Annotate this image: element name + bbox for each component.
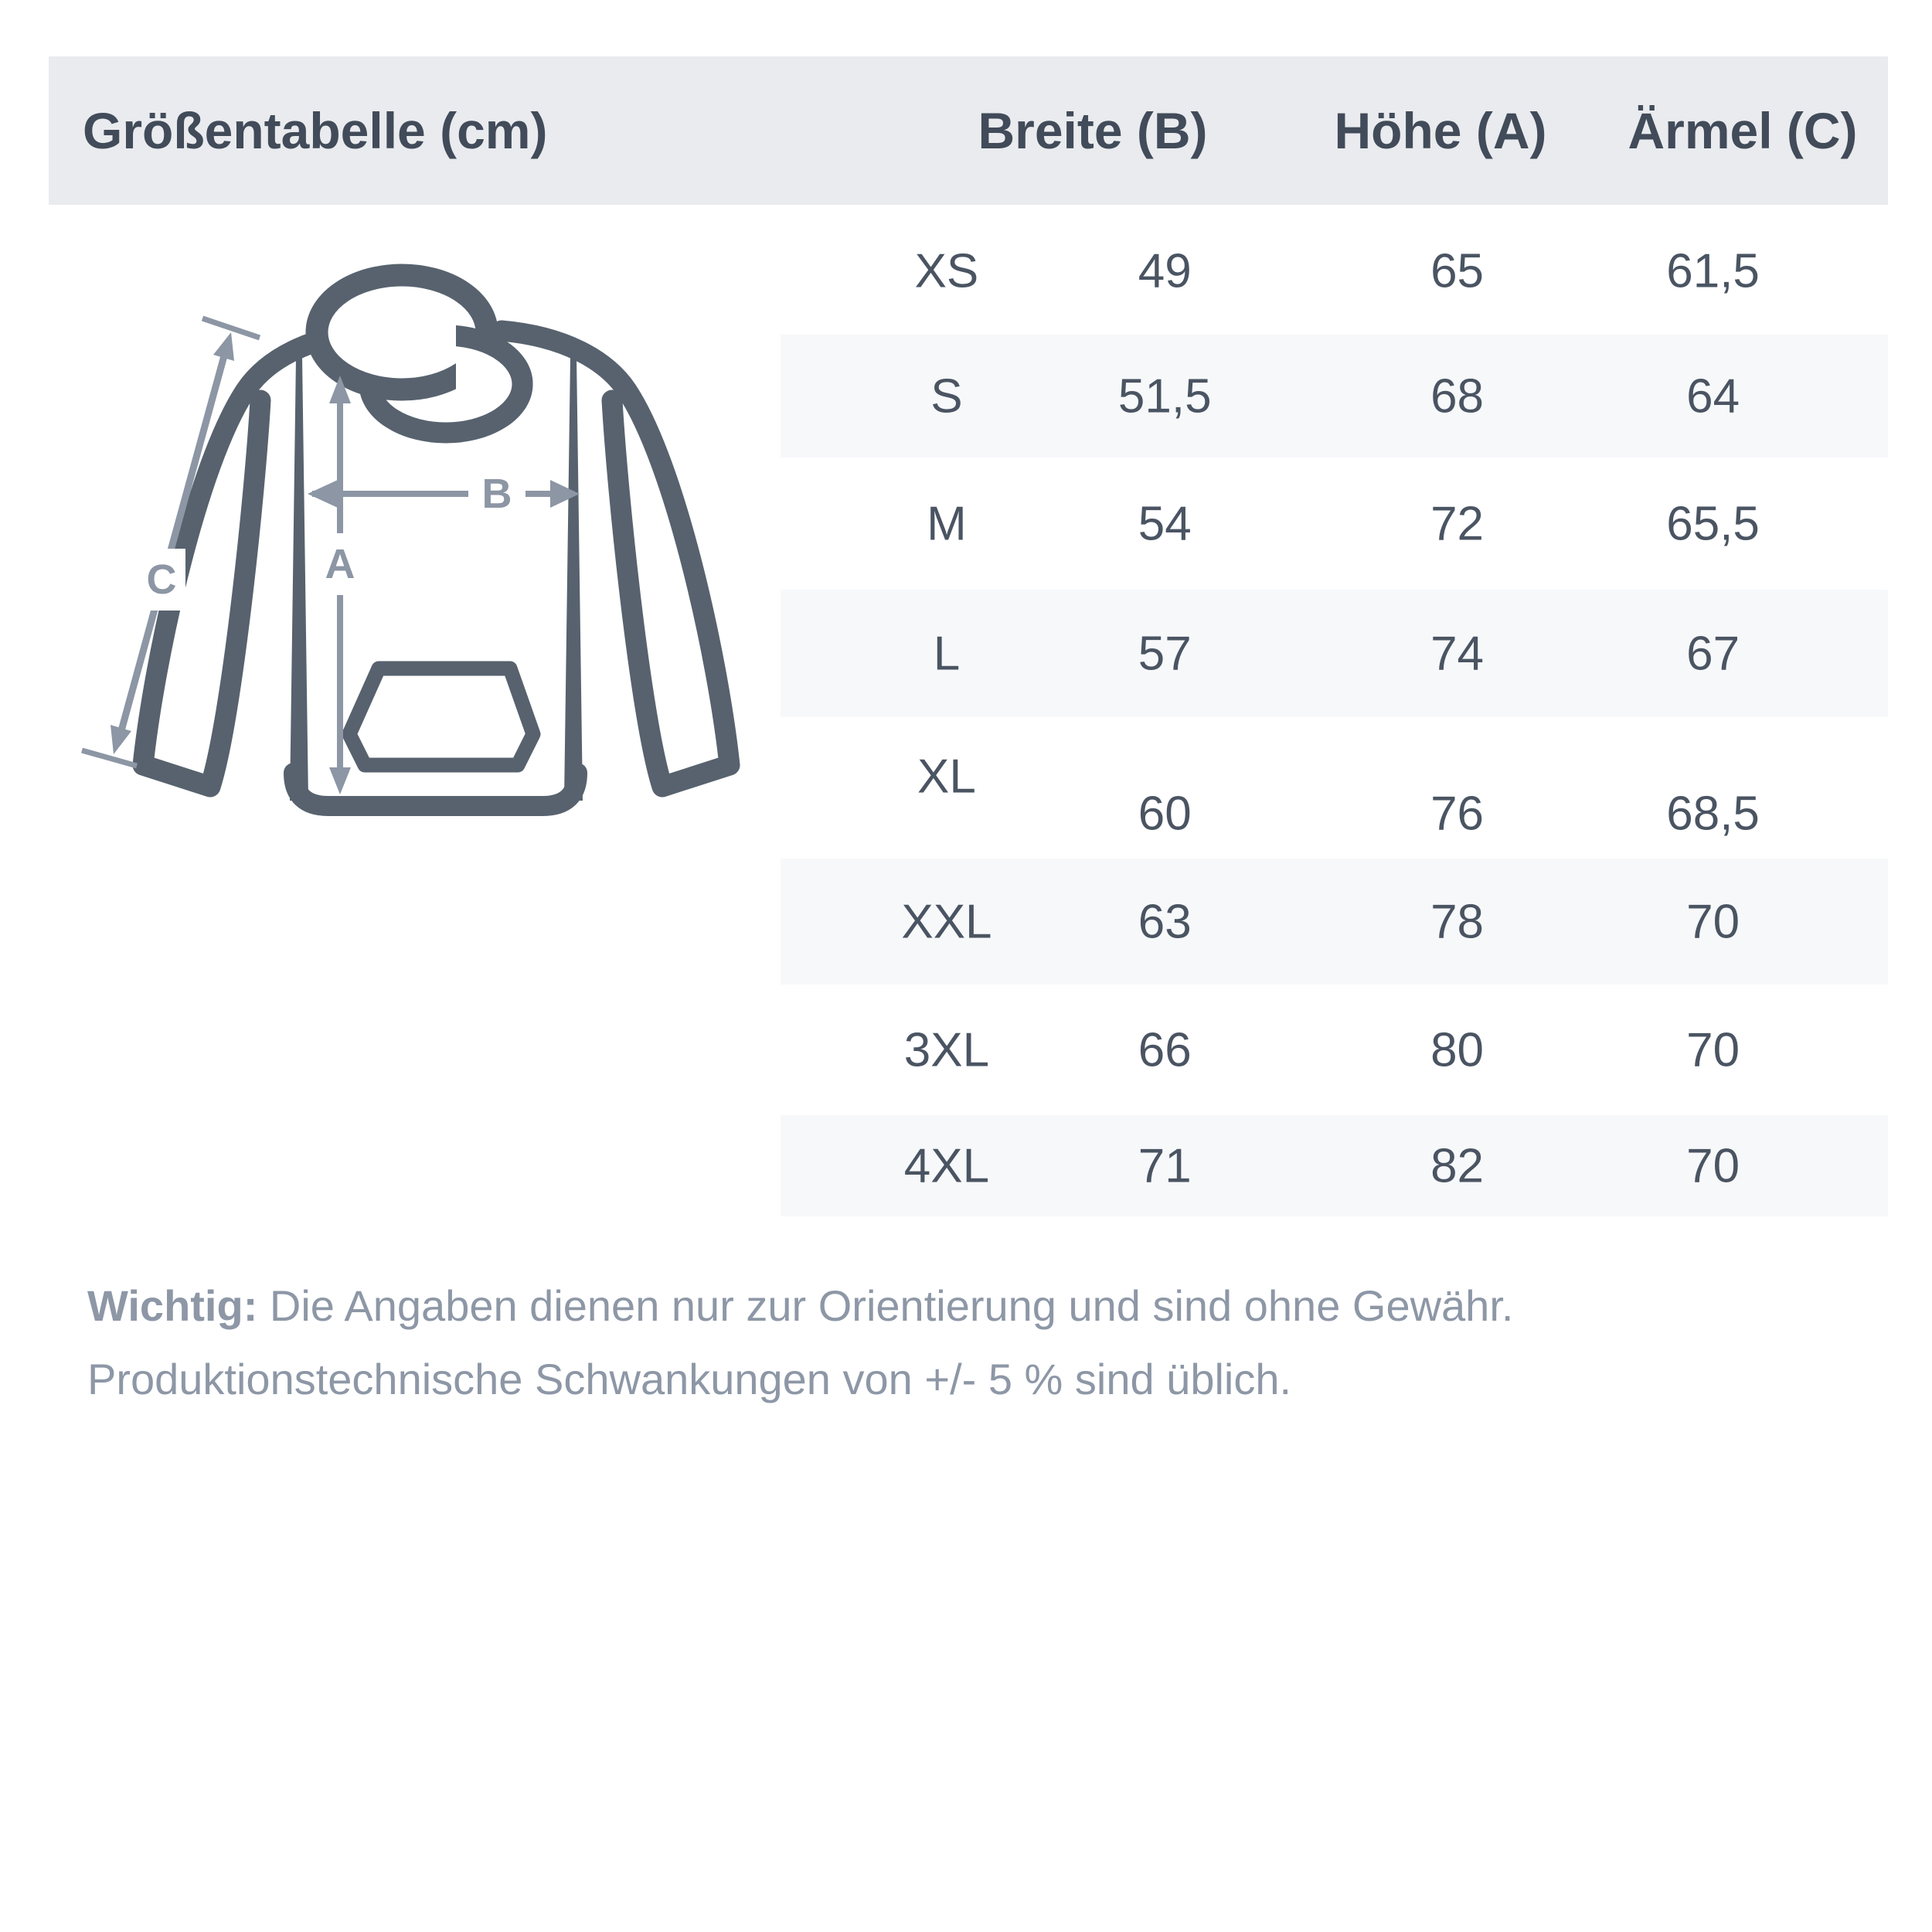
- disclaimer-line1: Die Angaben dienen nur zur Orientierung und sind ohne Gewähr.: [269, 1281, 1514, 1330]
- hoehe-value: 80: [1430, 1023, 1485, 1077]
- hoodie-measurement-diagram: [46, 255, 781, 866]
- aermel-value: 64: [1686, 369, 1740, 423]
- page-title: Größentabelle (cm): [83, 102, 548, 159]
- size-label: XXL: [901, 895, 992, 948]
- size-label: L: [933, 627, 961, 680]
- dimension-c-arrowhead-bottom: [111, 725, 131, 754]
- aermel-value: 67: [1686, 627, 1740, 680]
- hoodie-right-sleeve: [502, 331, 730, 787]
- table-row-xs: [781, 207, 1888, 335]
- breite-value: 51,5: [1117, 369, 1212, 423]
- size-label: 3XL: [903, 1023, 990, 1077]
- dimension-c-tick-bottom: [82, 750, 137, 766]
- table-header-bar: [49, 56, 1888, 205]
- hoodie-body-left-edge: [290, 357, 308, 801]
- size-label: S: [930, 369, 963, 423]
- table-row-xxl: [781, 859, 1888, 985]
- size-label: M: [927, 497, 967, 550]
- hoehe-value: 65: [1430, 244, 1485, 298]
- column-header-breite: Breite (B): [978, 102, 1208, 159]
- aermel-value: 61,5: [1666, 244, 1760, 298]
- table-row-m: [781, 457, 1888, 590]
- hoehe-value: 72: [1430, 497, 1485, 550]
- disclaimer-label: Wichtig:: [87, 1281, 258, 1330]
- hoodie-pocket: [349, 668, 533, 765]
- breite-value: 71: [1138, 1139, 1192, 1192]
- column-header-hoehe: Höhe (A): [1334, 102, 1547, 159]
- breite-value: 49: [1138, 244, 1192, 298]
- breite-value: 66: [1138, 1023, 1192, 1077]
- breite-value: 60: [1138, 787, 1192, 840]
- table-row-xl: [781, 717, 1888, 859]
- dimension-a-arrowhead-bottom: [329, 767, 351, 794]
- aermel-value: 70: [1686, 1023, 1740, 1077]
- breite-value: 57: [1138, 627, 1192, 680]
- dimension-b-arrowhead-left: [308, 480, 338, 508]
- table-row-3xl: [781, 985, 1888, 1115]
- dimension-c-label: C: [146, 556, 177, 603]
- table-row-4xl: [781, 1115, 1888, 1216]
- hoodie-body-right-edge: [564, 357, 583, 801]
- aermel-value: 65,5: [1666, 497, 1760, 550]
- aermel-value: 68,5: [1666, 787, 1760, 840]
- column-header-aermel: Ärmel (C): [1628, 102, 1858, 159]
- table-row-l: [781, 590, 1888, 717]
- size-label: XS: [914, 244, 979, 298]
- hoehe-value: 82: [1430, 1139, 1485, 1192]
- hoehe-value: 78: [1430, 895, 1485, 948]
- breite-value: 54: [1138, 497, 1192, 550]
- hoehe-value: 68: [1430, 369, 1485, 423]
- aermel-value: 70: [1686, 895, 1740, 948]
- aermel-value: 70: [1686, 1139, 1740, 1192]
- dimension-c-arrowhead-top: [213, 332, 234, 361]
- breite-value: 63: [1138, 895, 1192, 948]
- dimension-a-label: A: [325, 541, 355, 587]
- size-label: 4XL: [903, 1139, 990, 1192]
- dimension-b-label: B: [481, 471, 512, 517]
- hoehe-value: 74: [1430, 627, 1485, 680]
- disclaimer-note: [87, 1269, 1865, 1416]
- hoehe-value: 76: [1430, 787, 1485, 840]
- size-label: XL: [917, 750, 976, 803]
- disclaimer-line2: Produktionstechnische Schwankungen von +/- 5 % sind üblich.: [87, 1355, 1292, 1403]
- table-row-s: [781, 335, 1888, 457]
